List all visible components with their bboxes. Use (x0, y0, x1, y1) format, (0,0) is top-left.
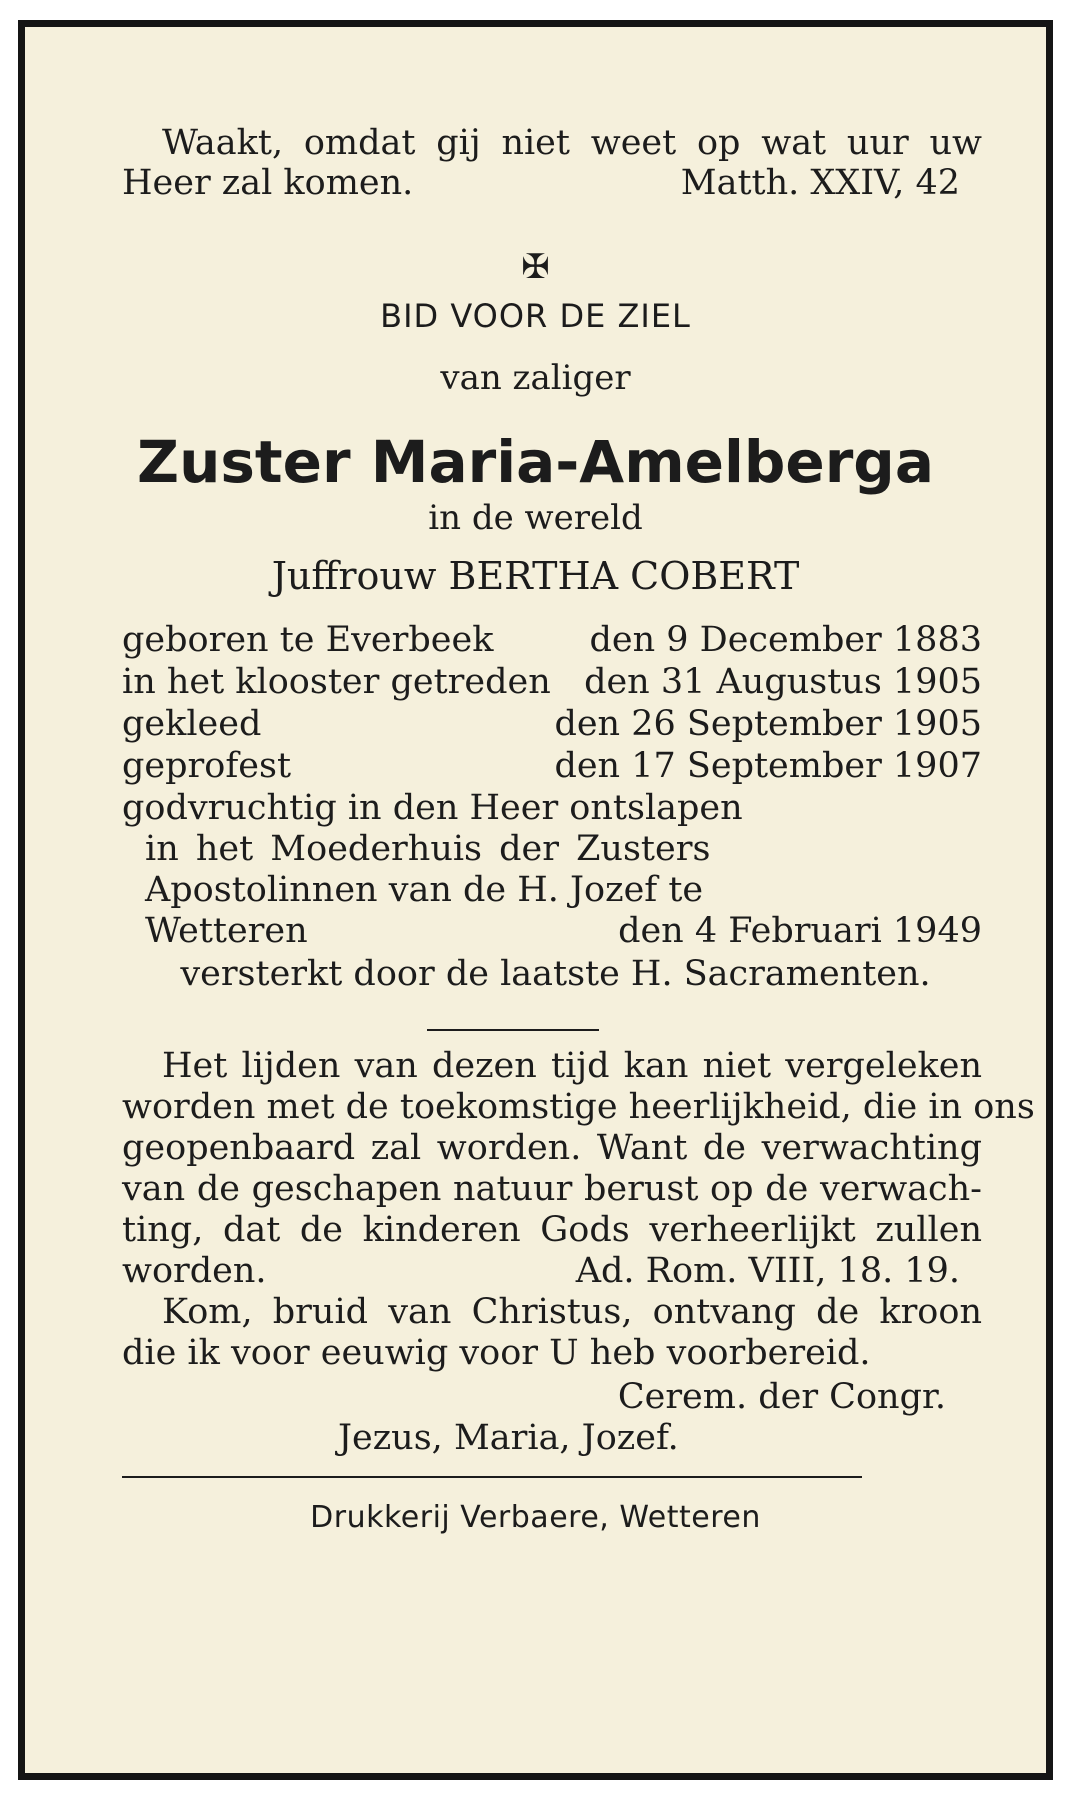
death-line1: godvruchtig in den Heer ontslapen (122, 788, 743, 828)
invocation-source: Cerem. der Congr. (617, 1377, 946, 1417)
death-line2: in het Moederhuis der Zusters (145, 829, 711, 869)
divider (427, 1029, 599, 1031)
scripture-reference: Ad. Rom. VIII, 18. 19. (575, 1251, 960, 1291)
printer-credit: Drukkerij Verbaere, Wetteren (310, 1500, 761, 1535)
death-sacraments: versterkt door de laatste H. Sacramenten. (180, 954, 931, 994)
memorial-card: Waakt, omdat gij niet weet op wat uur uw Heer zal komen. Matth. XXIV, 42 ✠ BID VOOR DE ZIEL van zaliger Zuster Maria-Amelberga in de wereld Juffrouw BERTHA COBERT geboren te Everbeek den 9 December 1883 in het klooster getreden den 31 Augustus 1905 gekleed den 26 September 1905 geprofest den 17 September 1907 godvruchtig in den Heer ontslapen in het Moederhuis der Zusters Apostolinnen van de H. Jozef te Wetteren den 4 Februari 1949 versterkt door de laatste H. Sacramenten. Het lijden van dezen tijd kan niet vergeleken worden met de toekomstige heerlijkheid, die in ons geopenbaard zal worden. Want de verwachting van de geschapen natuur berust op de verwach- ting, dat de kinderen Gods verheerlijkt zullen worden. Ad. Rom. VIII, 18. 19. Kom, bruid van Christus, ontvang de kroon die ik voor eeuwig voor U heb voorbereid. Cerem. der Congr. Jezus, Maria, Jozef. Drukkerij Verbaere, Wetteren (18, 20, 1053, 1780)
death-line3: Apostolinnen van de H. Jozef te (145, 870, 704, 910)
secular-name: Juffrouw BERTHA COBERT (271, 554, 800, 598)
religious-name: Zuster Maria-Amelberga (137, 428, 934, 496)
invocation-line2: die ik voor eeuwig voor U heb voorbereid. (122, 1333, 871, 1373)
subheading: van zaliger (440, 358, 631, 398)
cross-icon: ✠ (521, 247, 550, 287)
invocation-closing: Jezus, Maria, Jozef. (338, 1418, 679, 1458)
bottom-rule (122, 1476, 862, 1478)
in-world-label: in de wereld (428, 498, 643, 538)
heading: BID VOOR DE ZIEL (380, 297, 691, 335)
opening-verse-reference: Matth. XXIV, 42 (680, 163, 960, 203)
